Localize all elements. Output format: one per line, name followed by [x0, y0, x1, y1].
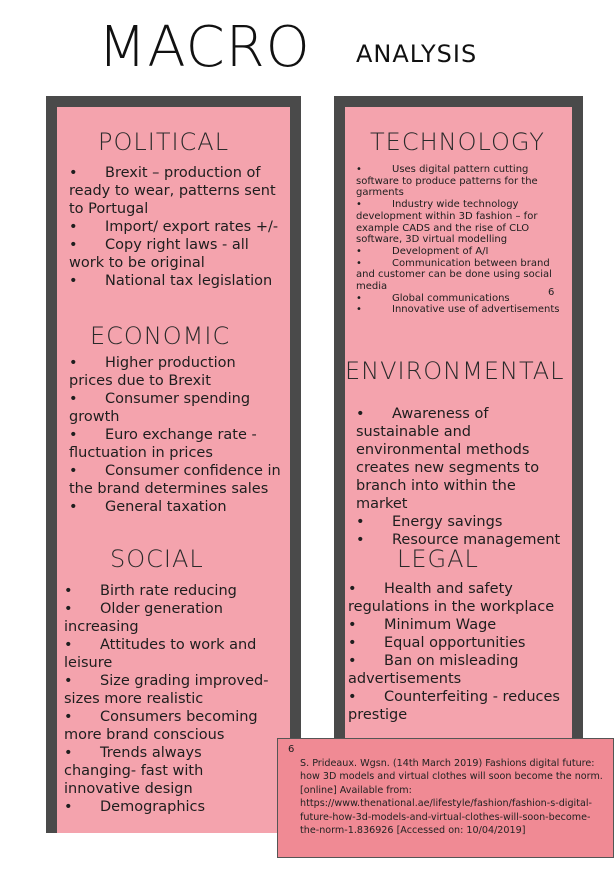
list-item: • Innovative use of advertisements — [356, 304, 560, 316]
footnote-text: S. Prideaux. Wgsn. (14th March 2019) Fashions digital future: how 3D models and virtual clothes will soon become the norm. [online] Available from: https://www.thenational.ae/lifestyle/fashion/fashion-s-digital-future-how-3d-models-and-virtual-clothes-will-soon-become-the-norm-1.836926 [Accessed on: 10/04/2019] — [300, 758, 603, 837]
page-title: MACRO — [98, 15, 311, 80]
list-item: • Communication between brand and customer can be done using social media — [356, 257, 552, 293]
footnote-number: 6 — [288, 744, 295, 755]
list-item: • National tax legislation — [69, 273, 273, 289]
list-item: • Demographics — [64, 799, 206, 815]
list-item: • Consumer spending growth — [69, 391, 251, 425]
political-list — [69, 164, 281, 290]
list-item: • Resource management — [356, 532, 561, 548]
list-item: • General taxation — [69, 499, 227, 515]
list-item: • Equal opportunities — [348, 635, 526, 651]
list-item: • Size grading improved-sizes more realistic — [64, 673, 269, 707]
list-item: • Health and safety regulations in the workplace — [348, 581, 555, 615]
list-item: • Industry wide technology development within 3D fashion – for example CADS and the rise of CLO software, 3D virtual modelling — [356, 199, 538, 246]
economic-heading: ECONOMIC — [90, 322, 231, 350]
page-subtitle: ANALYSIS — [356, 40, 478, 68]
list-item: • Energy savings — [356, 514, 503, 530]
list-item: • Uses digital pattern cutting software to produce patterns for the garments — [356, 164, 538, 199]
political-heading: POLITICAL — [98, 128, 230, 156]
list-item: • Global communications — [356, 292, 510, 304]
list-item: • Import/ export rates +/- — [69, 219, 279, 235]
environmental-heading: ENVIRONMENTAL — [345, 357, 565, 385]
environmental-list — [356, 405, 566, 549]
list-item: • Minimum Wage — [348, 617, 497, 633]
list-item: • Older generation increasing — [64, 601, 223, 635]
list-item: • Higher production prices due to Brexit — [69, 355, 236, 389]
list-item: • Birth rate reducing — [64, 583, 237, 599]
list-item: • Consumer confidence in the brand determines sales — [69, 463, 281, 497]
footnote-box — [277, 738, 614, 858]
list-item: • Awareness of sustainable and environmental methods creates new segments to branch into within the market — [356, 406, 540, 512]
social-list — [64, 582, 278, 816]
legal-list — [348, 580, 570, 724]
list-item: • Trends always changing- fast with innovative design — [64, 745, 204, 797]
list-item: • Attitudes to work and leisure — [64, 637, 257, 671]
list-item: • Brexit – production of ready to wear, patterns sent to Portugal — [69, 165, 276, 217]
technology-list — [356, 164, 564, 316]
list-item: • Consumers becoming more brand conscious — [64, 709, 258, 743]
social-heading: SOCIAL — [110, 545, 204, 573]
list-item: • Ban on misleading advertisements — [348, 653, 519, 687]
legal-heading: LEGAL — [397, 545, 479, 573]
list-item: • Development of A/I — [356, 245, 489, 257]
list-item: • Copy right laws - all work to be original — [69, 237, 249, 271]
economic-list — [69, 354, 281, 516]
footnote-reference-mark: 6 — [548, 287, 555, 298]
technology-heading: TECHNOLOGY — [370, 128, 545, 156]
list-item: • Euro exchange rate - fluctuation in prices — [69, 427, 257, 461]
list-item: • Counterfeiting - reduces prestige — [348, 689, 560, 723]
